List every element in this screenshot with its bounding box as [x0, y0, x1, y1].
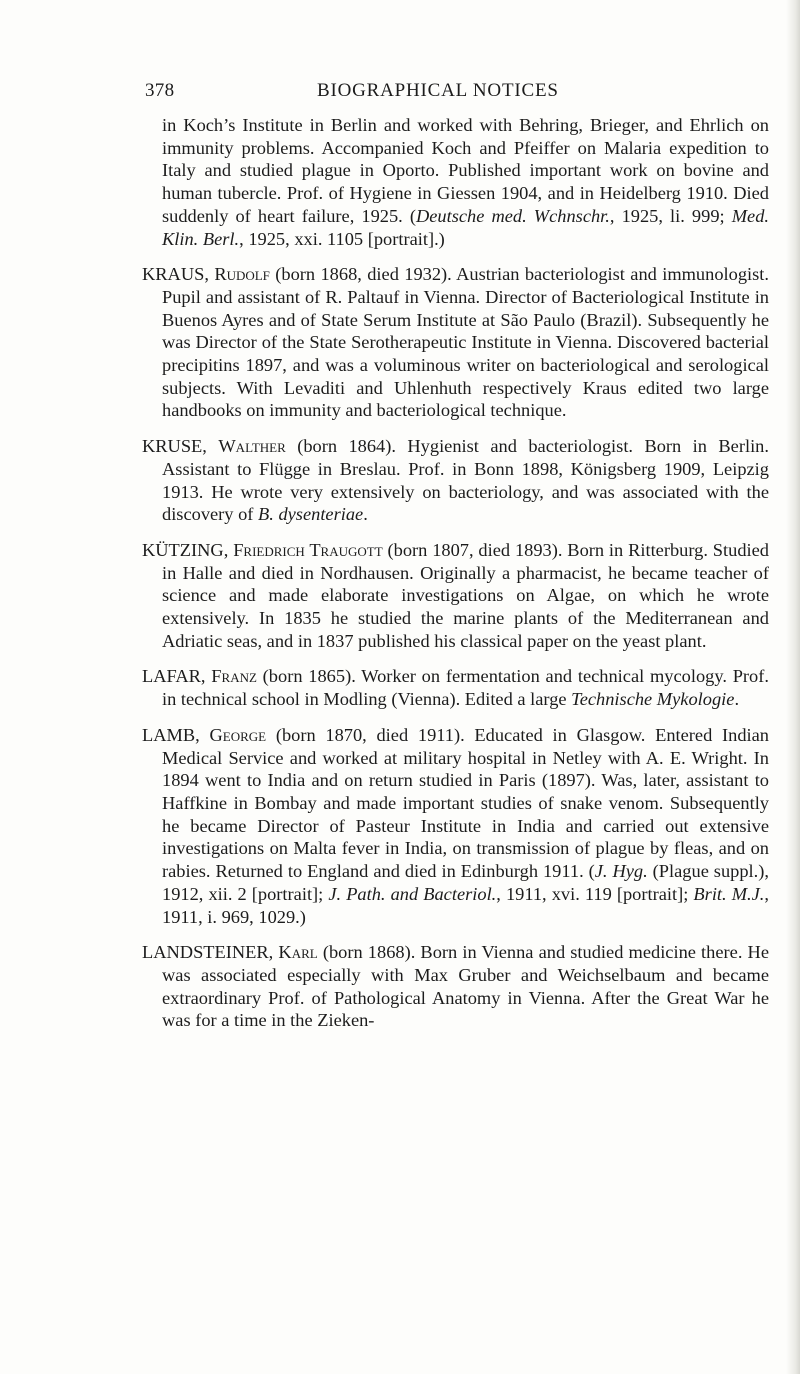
entry-given-name: Rudolf [214, 264, 270, 285]
entry-body: (born 1868). Born in Vienna and studied medicine there. He was associated especially with Max Gruber and Weichselbaum and became extraordinary Prof. of Pathological Anatomy in Vienna. After the Great War he was for a time in the Zieken- [162, 942, 769, 1031]
entry-kutzing [142, 539, 769, 653]
text-run: , 1925, xxi. 1105 [portrait].) [239, 228, 445, 249]
entry-surname: KÜTZING, [142, 539, 229, 560]
page-number: 378 [145, 80, 175, 101]
entry-surname: LANDSTEINER, [142, 942, 274, 963]
entry-body: (born 1868, died 1932). Austrian bacteriologist and immunologist. Pupil and assistant of R. Paltauf in Vienna. Director of Bacteriological Institute in Buenos Ayres and of State Serum Institute at São Paulo (Brazil). Subsequently he was Director of the State Serotherapeutic Institute in Vienna. Discovered bacterial precipitins 1897, and was a voluminous writer on bacteriological and serological subjects. With Levaditi and Uhlenhuth respectively Kraus edited two large handbooks on immunity and bacteriological technique. [162, 264, 769, 421]
running-head: BIOGRAPHICAL NOTICES [317, 80, 559, 101]
text-run: , 1925, li. 999; [609, 205, 732, 226]
citation: Brit. M.J. [693, 883, 765, 904]
page-header [145, 80, 745, 110]
text-run: , 1911, i. 969, 1029.) [162, 883, 769, 927]
text-run: , 1911, xvi. 119 [portrait]; [496, 883, 694, 904]
entry-body: (born 1864). Hygienist and bacteriologist. Born in Berlin. Assistant to Flügge in Breslau. Prof. in Bonn 1898, Königsberg 1909, Leipzig 1913. He wrote very extensively on bacteriology, and was associated with the discovery of [162, 436, 769, 525]
text-run: . [363, 504, 368, 525]
page-edge-shadow [786, 0, 800, 1374]
entry-body: (born 1865). Worker on fermentation and technical mycology. Prof. in technical school in Modling (Vienna). Edited a large [162, 666, 769, 710]
text-block [142, 114, 769, 1045]
book-title: Technische Mykologie [571, 689, 735, 710]
entry-body: (born 1807, died 1893). Born in Ritterburg. Studied in Halle and died in Nordhausen. Originally a pharmacist, he became teacher of science and made elaborate investigations on Algae, on which he wrote extensively. In 1835 he studied the marine plants of the Mediterranean and Adriatic seas, and in 1837 published his classical paper on the yeast plant. [162, 539, 769, 651]
citation: J. Path. and Bacteriol. [328, 883, 497, 904]
entry-surname: LAMB, [142, 724, 200, 745]
entry-body: (born 1870, died 1911). Educated in Glasgow. Entered Indian Medical Service and worked at military hospital in Netley with A. E. Wright. In 1894 went to India and on return studied in Paris (1897). Was, later, assistant to Haffkine in Bombay and made important studies of snake venom. Subsequently he became Director of Pasteur Institute in India and carried out extensive investigations on Malta fever in India, on transmission of plague by fleas, and on rabies. Returned to England and died in Edinburgh 1911. ( [162, 724, 769, 882]
entry-given-name: Karl [278, 942, 318, 963]
text-run: in Koch’s Institute in Berlin and worked with Behring, Brieger, and Ehrlich on immunity problems. Accompanied Koch and Pfeiffer on Malaria expedition to Italy and studied plague in Oporto. Published important work on bovine and human tubercle. Prof. of Hygiene in Giessen 1904, and in Heidelberg 1910. Died suddenly of heart failure, 1925. ( [162, 115, 769, 226]
entry-lamb [142, 724, 769, 928]
citation: J. Hyg. [594, 861, 648, 882]
entry-given-name: George [209, 724, 267, 745]
entry-lafar [142, 665, 769, 710]
text-run: (Plague suppl.), 1912, xii. 2 [portrait]; [162, 861, 769, 904]
text-run: . [734, 689, 740, 710]
entry-given-name: Friedrich Traugott [233, 539, 383, 560]
continued-entry [142, 114, 769, 250]
entry-surname: LAFAR, [142, 666, 206, 687]
species-name: B. dysenteriae [258, 504, 364, 525]
citation: Med. Klin. Berl. [162, 205, 769, 249]
entry-kraus [142, 263, 769, 422]
entry-given-name: Franz [211, 666, 257, 687]
entry-landsteiner [142, 941, 769, 1032]
entry-kruse [142, 435, 769, 526]
entry-surname: KRAUS, [142, 264, 209, 285]
citation: Deutsche med. Wchnschr. [415, 205, 610, 226]
entry-given-name: Walther [218, 436, 286, 457]
entry-surname: KRUSE, [142, 436, 207, 457]
